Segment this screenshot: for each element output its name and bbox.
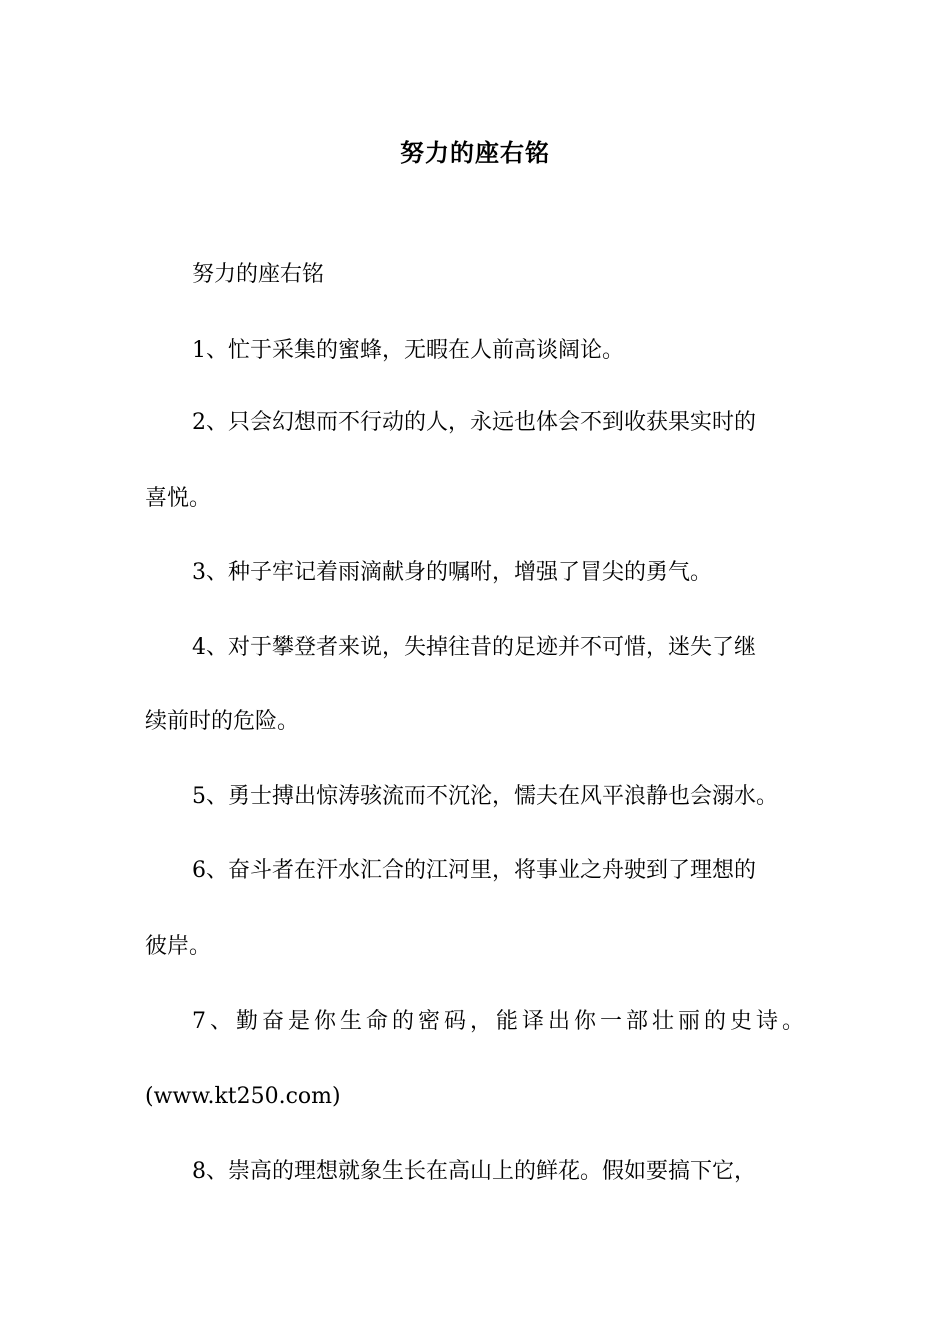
paragraph-line: 彼岸。 <box>145 934 212 959</box>
paragraph-line: 5、勇士搏出惊涛骇流而不沉沦，懦夫在风平浪静也会溺水。 <box>192 784 778 809</box>
paragraph-line: 8、崇高的理想就象生长在高山上的鲜花。假如要搞下它， <box>192 1159 756 1184</box>
paragraph-line: 续前时的危险。 <box>145 709 300 734</box>
document-subtitle: 努力的座右铭 <box>192 262 325 287</box>
paragraph-line: 3、种子牢记着雨滴献身的嘱咐，增强了冒尖的勇气。 <box>192 560 712 585</box>
paragraph-line: 6、奋斗者在汗水汇合的江河里，将事业之舟驶到了理想的 <box>192 858 756 883</box>
paragraph-line: (www.kt250.com) <box>145 1084 341 1109</box>
paragraph-line: 1、忙于采集的蜜蜂，无暇在人前高谈阔论。 <box>192 338 624 363</box>
paragraph-line: 4、对于攀登者来说，失掉往昔的足迹并不可惜，迷失了继 <box>192 635 756 660</box>
document-title: 努力的座右铭 <box>400 138 550 167</box>
paragraph-line: 2、只会幻想而不行动的人，永远也体会不到收获果实时的 <box>192 410 756 435</box>
paragraph-line: 喜悦。 <box>145 486 212 511</box>
paragraph-line: 7、勤奋是你生命的密码，能译出你一部壮丽的史诗。 <box>192 1009 808 1034</box>
